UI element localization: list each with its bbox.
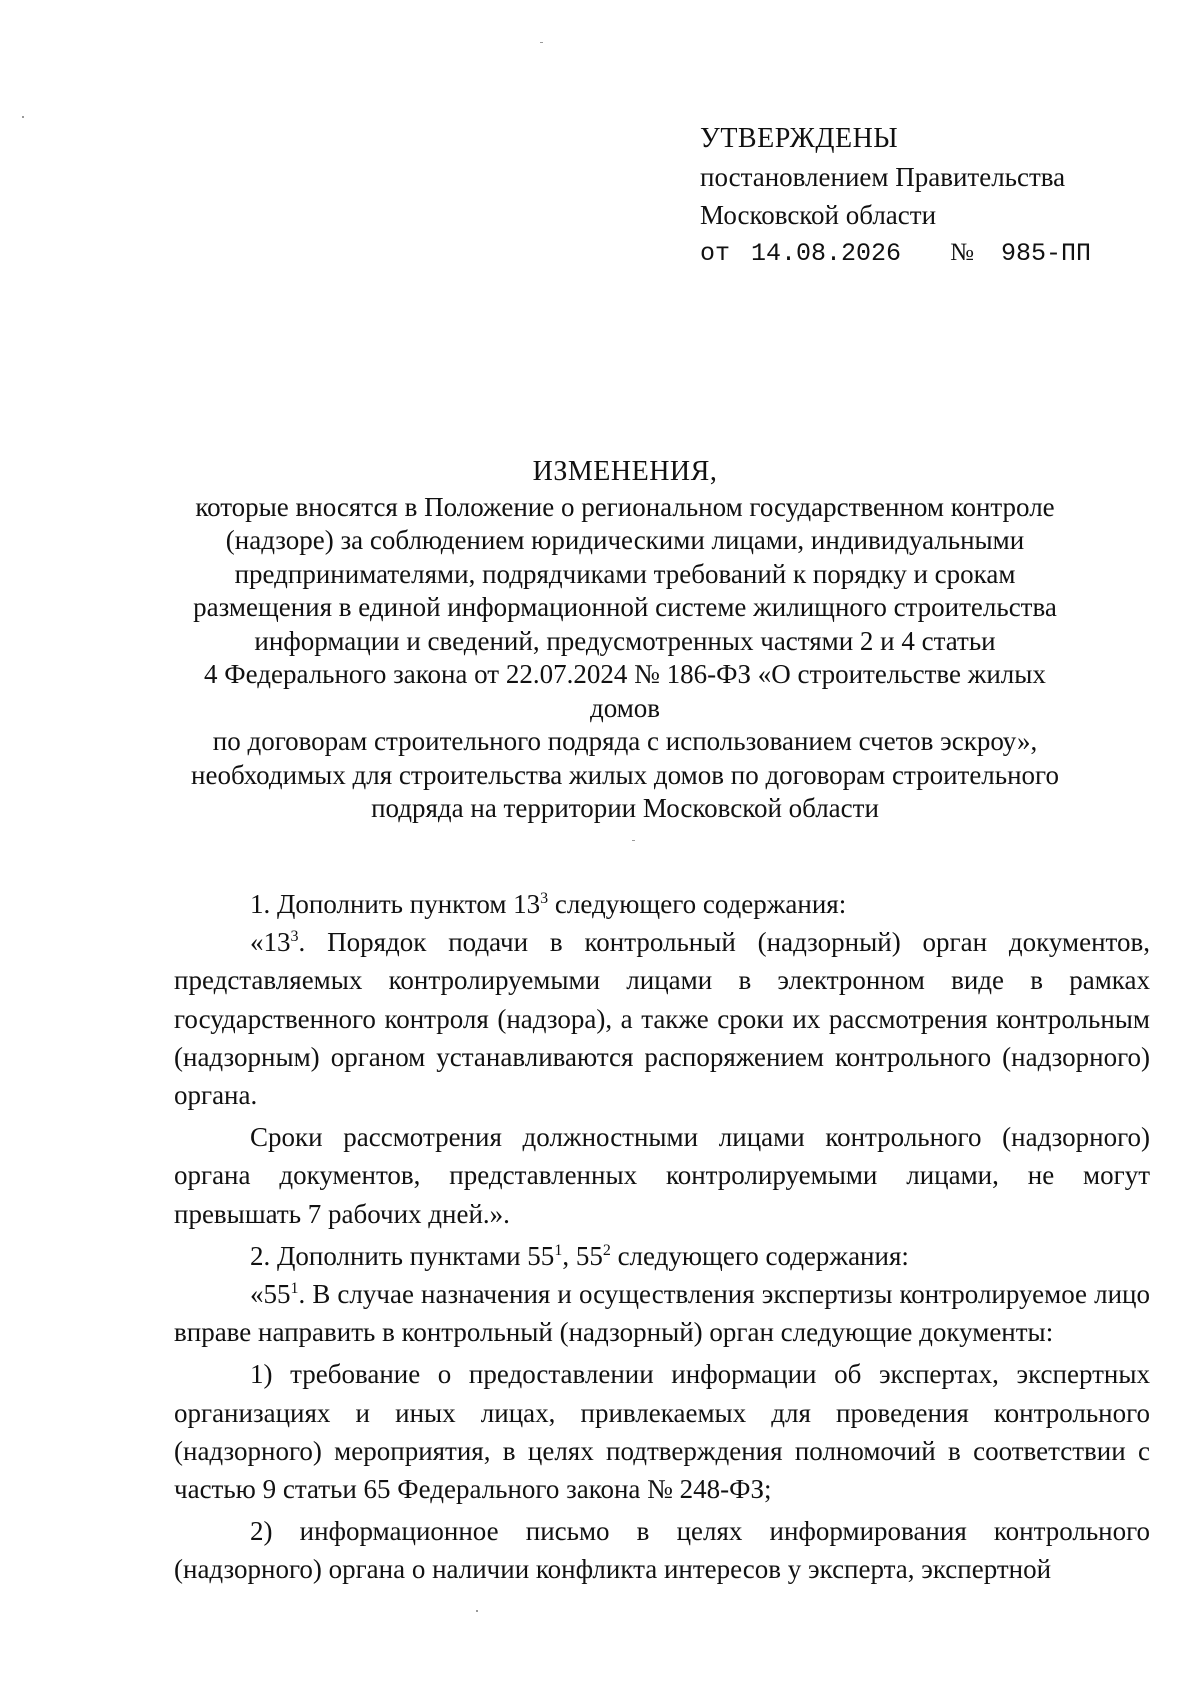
title-line: размещения в единой информационной системе жилищного строительства [193, 592, 1057, 622]
paragraph-7: 2) информационное письмо в целях информирования контрольного (надзорного) органа о наличии конфликта интересов у эксперта, экспертной [174, 1516, 1150, 1585]
number-sign: № [950, 239, 974, 266]
document-body [174, 885, 1150, 1589]
title-line: 4 Федерального закона от 22.07.2024 № 186-ФЗ «О строительстве жилых домов [204, 659, 1046, 723]
paragraph-3: Сроки рассмотрения должностными лицами контрольного (надзорного) органа документов, представленных контролируемыми лицами, не могут превышать 7 рабочих дней.». [174, 1122, 1150, 1229]
scan-speck [540, 42, 543, 43]
title-line: (надзоре) за соблюдением юридическими лицами, индивидуальными [225, 525, 1025, 555]
paragraph-1: 1. Дополнить пунктом $13^3$ следующего содержания: [250, 889, 847, 919]
paragraph-2: «$13^3$. Порядок подачи в контрольный (надзорный) орган документов, представляемых контролируемыми лицами в электронном виде в рамках государственного контроля (надзора), а также сроки их рассмотрения контрольным (надзорным) органом устанавливаются распоряжением контрольного (надзорного) органа. [174, 927, 1150, 1111]
paragraph-6: 1) требование о предоставлении информации об экспертах, экспертных организациях и иных лицах, привлекаемых для проведения контрольного (надзорного) мероприятия, в целях подтверждения полномочий в соответствии с частью 9 статьи 65 Федерального закона № 248-ФЗ; [174, 1359, 1150, 1505]
paragraph-5: «$55^1$. В случае назначения и осуществления экспертизы контролируемое лицо вправе направить в контрольный (надзорный) орган следующие документы: [174, 1279, 1150, 1348]
title-line: подряда на территории Московской области [371, 793, 879, 823]
title-line: которые вносятся в Положение о региональном государственном контроле [195, 491, 1055, 522]
approval-number: 985-ПП [1000, 239, 1091, 268]
title-heading: ИЗМЕНЕНИЯ, [532, 456, 718, 487]
date-prefix: от [700, 239, 731, 268]
scan-speck [22, 116, 24, 118]
scan-speck [476, 1610, 478, 1612]
title-line: по договорам строительного подряда с использованием счетов эскроу», [212, 726, 1038, 756]
approval-line-2: Московской области [700, 200, 937, 230]
approval-date: 14.08.2026 [751, 239, 902, 268]
title-line: необходимых для строительства жилых домов по договорам строительного [191, 759, 1059, 790]
title-line: предпринимателями, подрядчиками требований к порядку и срокам [234, 558, 1016, 589]
title-line: информации и сведений, предусмотренных частями 2 и 4 статьи [254, 625, 996, 656]
document-title [170, 455, 1080, 826]
paragraph-4: 2. Дополнить пунктами $55^1$, $55^2$ следующего содержания: [250, 1240, 909, 1271]
approval-heading: УТВЕРЖДЕНЫ [700, 123, 899, 154]
approval-date-line [700, 234, 1091, 273]
scan-speck [632, 840, 635, 841]
approval-line-1: постановлением Правительства [700, 162, 1066, 192]
approval-stamp [700, 120, 1091, 273]
